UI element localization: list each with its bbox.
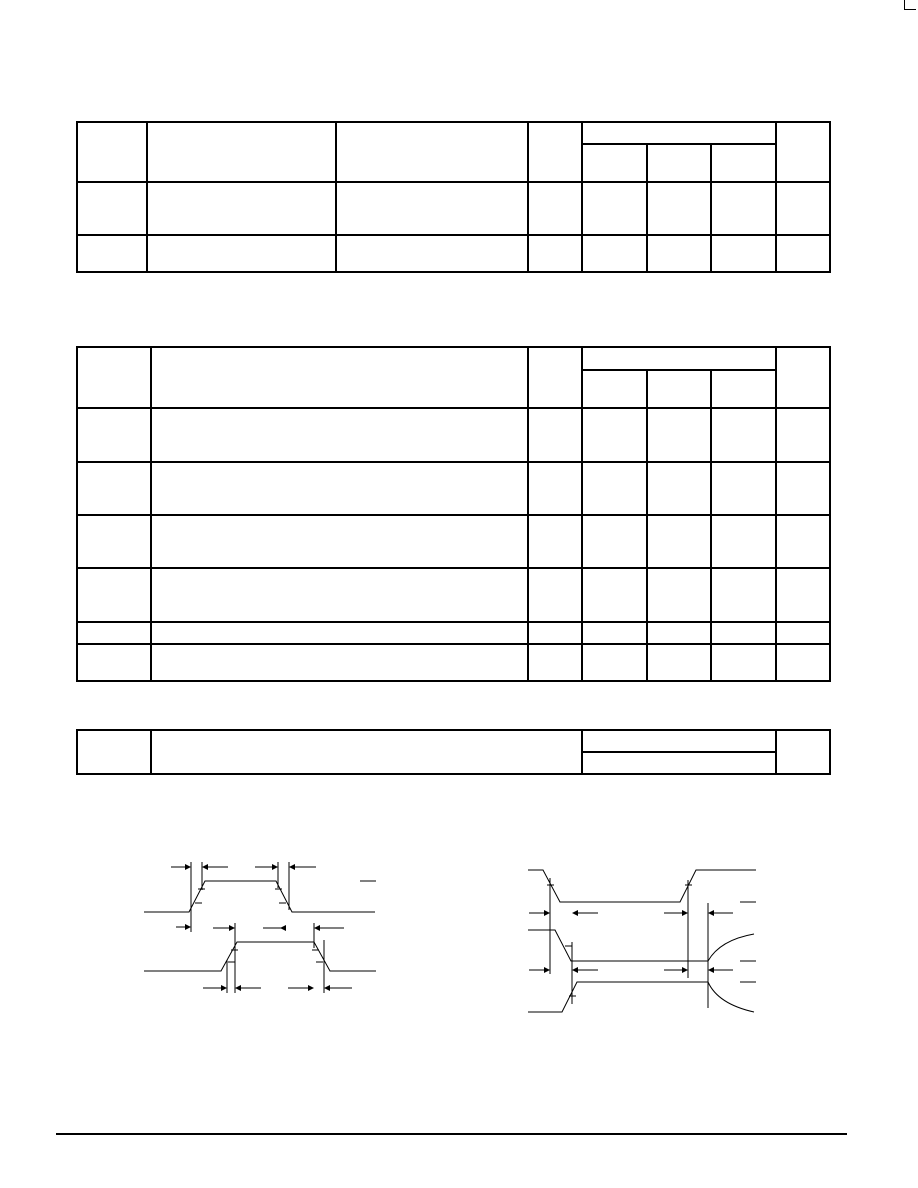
table-cell [77,408,151,462]
table-cell [776,235,830,272]
table-cell [77,644,151,681]
table-cell [776,644,830,681]
spec-table-2 [76,346,831,682]
table-cell [582,515,647,568]
table-cell [151,408,528,462]
table-cell [647,408,711,462]
table-cell [582,408,647,462]
table-cell [147,122,336,182]
upper-waveform [144,881,375,912]
table-cell [336,182,528,235]
table-cell [711,462,776,515]
table-cell [528,644,582,681]
table-cell [776,730,830,774]
table-cell [582,144,647,182]
table-cell [582,752,776,774]
table-cell [582,622,647,644]
table-cell [582,347,776,370]
table-cell [711,515,776,568]
table-cell [582,182,647,235]
table-cell [151,515,528,568]
lower-waveform [144,942,376,971]
table-cell [151,644,528,681]
table-cell [582,462,647,515]
table-cell [77,347,151,408]
table-cell [776,182,830,235]
table-cell [336,235,528,272]
table-cell [151,730,582,774]
table-cell [647,235,711,272]
high-z-arc [708,934,754,1012]
table-cell [77,182,147,235]
table-cell [711,644,776,681]
table-cell [147,182,336,235]
table-cell [647,370,711,408]
table-cell [711,370,776,408]
table-cell [776,568,830,622]
table-cell [711,622,776,644]
table-cell [77,622,151,644]
table-cell [151,462,528,515]
table-cell [147,235,336,272]
table-cell [336,122,528,182]
spec-table-3 [76,729,831,775]
table-cell [776,622,830,644]
table-cell [528,622,582,644]
table-cell [582,730,776,752]
data-waveform-upper [528,930,708,961]
table-cell [77,568,151,622]
table-cell [776,408,830,462]
table-cell [528,347,582,408]
table-cell [77,515,151,568]
table-cell [647,622,711,644]
rise-fall-timing-diagram [140,855,385,1000]
table-cell [582,370,647,408]
table-cell [528,462,582,515]
table-cell [647,568,711,622]
table-cell [77,235,147,272]
table-cell [647,144,711,182]
table-cell [711,182,776,235]
table-cell [647,515,711,568]
table-cell [528,568,582,622]
table-cell [776,462,830,515]
table-cell [582,568,647,622]
table-cell [647,182,711,235]
table-cell [582,122,776,144]
table-cell [582,235,647,272]
page-corner-mark [904,0,916,10]
table-cell [151,347,528,408]
table-cell [647,462,711,515]
table-cell [776,515,830,568]
data-waveform-lower [528,982,708,1012]
table-cell [77,122,147,182]
table-cell [528,515,582,568]
footer-rule [56,1133,847,1135]
table-cell [776,122,830,182]
table-cell [711,408,776,462]
table-cell [582,644,647,681]
table-cell [151,622,528,644]
table-cell [711,235,776,272]
spec-table-1 [76,121,831,273]
table-cell [528,408,582,462]
table-cell [77,730,151,774]
table-cell [776,347,830,408]
table-cell [151,568,528,622]
table-cell [528,122,582,182]
table-cell [77,462,151,515]
table-cell [711,144,776,182]
table-cell [528,182,582,235]
table-cell [647,644,711,681]
bus-timing-diagram [520,860,760,1020]
table-cell [528,235,582,272]
control-waveform [528,870,756,902]
table-cell [711,568,776,622]
